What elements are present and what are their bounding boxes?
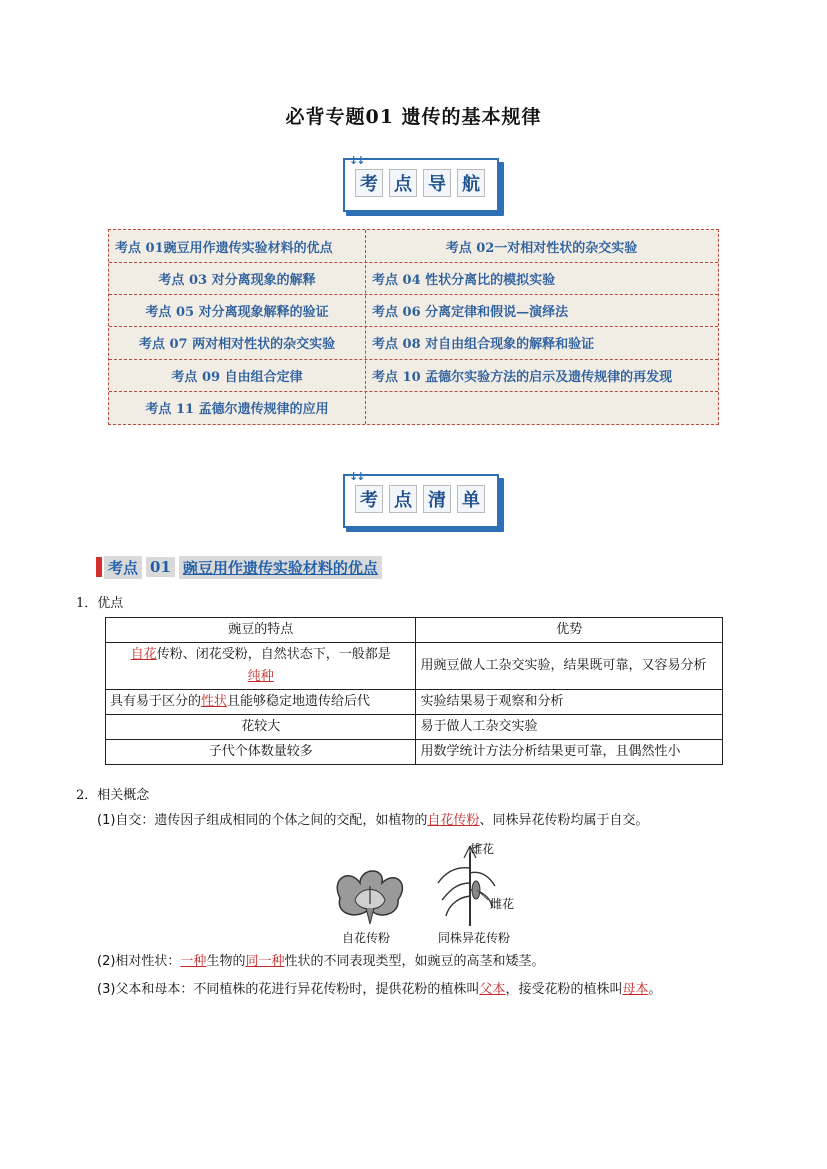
nav-item-05[interactable]: 考点 05 对分离现象解释的验证 — [145, 305, 329, 320]
nav-item-06[interactable]: 考点 06 分离定律和假说—演绎法 — [372, 305, 569, 320]
table-cell: 自花传粉、闭花受粉，自然状态下，一般都是 纯种 — [106, 643, 416, 690]
table-cell: 实验结果易于观察和分析 — [416, 690, 723, 715]
banner-char: 航 — [457, 169, 485, 197]
table-header-row — [106, 618, 723, 643]
nav-item-04[interactable]: 考点 04 性状分离比的模拟实验 — [372, 273, 556, 288]
paragraph-parents: (3)父本和母本：不同植株的花进行异花传粉时，提供花粉的植株叫父本，接受花粉的植株叫母本。 — [97, 982, 662, 997]
table-cell: 易于做人工杂交实验 — [416, 715, 723, 740]
banner-char: 导 — [423, 169, 451, 197]
paragraph-self-cross: (1)自交：遗传因子组成相同的个体之间的交配，如植物的自花传粉、同株异花传粉均属于自交。 — [97, 813, 649, 828]
banner-char: 单 — [457, 485, 485, 513]
table-header: 豌豆的特点 — [106, 618, 416, 643]
banner-char: 考 — [355, 485, 383, 513]
advantages-table — [105, 617, 723, 765]
nav-item-02[interactable]: 考点 02一对相对性状的杂交实验 — [445, 241, 638, 256]
caption-self-pollination: 自花传粉 — [342, 931, 391, 945]
section-text: 豌豆用作遗传实验材料的优点 — [179, 556, 382, 579]
label-female-flower: 雌花 — [490, 897, 515, 911]
arrow-down-icon: ↓↓ — [349, 470, 364, 483]
table-cell: 用豌豆做人工杂交实验，结果既可靠，又容易分析 — [416, 643, 723, 690]
section-marker — [96, 557, 102, 577]
nav-item-11[interactable]: 考点 11 孟德尔遗传规律的应用 — [145, 402, 329, 417]
banner-char: 清 — [423, 485, 451, 513]
self-pollination-flower-image — [337, 871, 402, 924]
nav-item-08[interactable]: 考点 08 对自由组合现象的解释和验证 — [372, 337, 595, 352]
topic-navigation — [108, 229, 719, 425]
table-row — [106, 740, 723, 765]
table-cell: 具有易于区分的性状且能够稳定地遗传给后代 — [106, 690, 416, 715]
table-row — [106, 643, 723, 690]
banner-char: 考 — [355, 169, 383, 197]
arrow-down-icon: ↓↓ — [349, 154, 364, 167]
nav-item-01[interactable]: 考点 01豌豆用作遗传实验材料的优点 — [115, 241, 333, 256]
paragraph-relative-traits: (2)相对性状：一种生物的同一种性状的不同表现类型，如豌豆的高茎和矮茎。 — [97, 954, 545, 969]
table-row — [106, 715, 723, 740]
nav-item-03[interactable]: 考点 03 对分离现象的解释 — [158, 273, 316, 288]
heading-advantages: 1．优点 — [76, 596, 124, 611]
banner-char: 点 — [389, 485, 417, 513]
page-title: 必背专题01 遗传的基本规律 — [285, 106, 542, 128]
section-header — [96, 556, 382, 578]
table-header: 优势 — [416, 618, 723, 643]
table-row — [106, 690, 723, 715]
table-cell: 花较大 — [106, 715, 416, 740]
caption-monoecious-pollination: 同株异花传粉 — [438, 931, 511, 945]
nav-banner — [343, 154, 505, 220]
section-number: 01 — [146, 557, 175, 577]
table-cell: 用数学统计方法分析结果更可靠，且偶然性小 — [416, 740, 723, 765]
nav-item-07[interactable]: 考点 07 两对相对性状的杂交实验 — [138, 337, 336, 352]
list-banner — [343, 470, 505, 536]
section-label: 考点 — [104, 556, 142, 579]
nav-item-09[interactable]: 考点 09 自由组合定律 — [171, 370, 303, 385]
nav-item-10[interactable]: 考点 10 孟德尔实验方法的启示及遗传规律的再发现 — [372, 370, 673, 385]
table-cell: 子代个体数量较多 — [106, 740, 416, 765]
banner-char: 点 — [389, 169, 417, 197]
heading-concepts: 2．相关概念 — [76, 788, 150, 803]
label-male-flower: 雄花 — [470, 842, 495, 856]
